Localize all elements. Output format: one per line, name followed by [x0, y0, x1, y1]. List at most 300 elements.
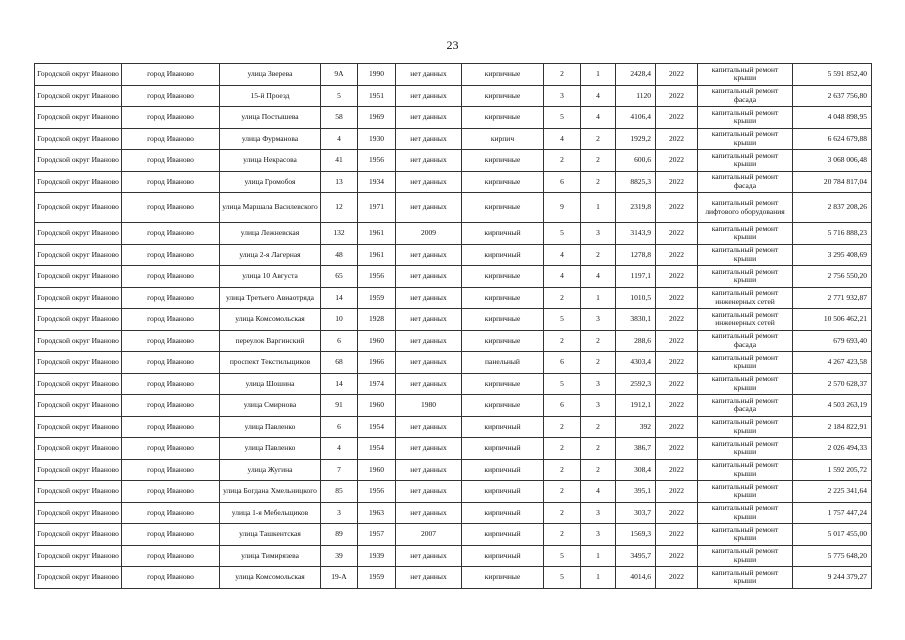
cell-year-renovated: нет данных [396, 193, 462, 223]
cell-wall-material: кирпичные [462, 373, 544, 395]
cell-street: улица Комсомольская [220, 309, 321, 331]
cell-cost: 3 068 006,48 [793, 150, 872, 172]
cell-wall-material: кирпичный [462, 524, 544, 546]
cell-year-renovated: нет данных [396, 107, 462, 129]
cell-street: улица Тимирязева [220, 545, 321, 567]
cell-city: город Иваново [122, 85, 220, 107]
cell-year-renovated: нет данных [396, 438, 462, 460]
cell-floors: 5 [544, 309, 581, 331]
cell-street: 15-й Проезд [220, 85, 321, 107]
cell-city: город Иваново [122, 107, 220, 129]
cell-house: 14 [321, 373, 358, 395]
cell-cost: 2 637 756,80 [793, 85, 872, 107]
cell-entrances: 2 [581, 459, 616, 481]
cell-city: город Иваново [122, 438, 220, 460]
cell-year-renovated: нет данных [396, 352, 462, 374]
cell-wall-material: кирпичные [462, 64, 544, 86]
cell-entrances: 4 [581, 85, 616, 107]
cell-cost: 5 716 888,23 [793, 223, 872, 245]
table-row [35, 524, 872, 546]
cell-area: 2592,3 [616, 373, 656, 395]
cell-area: 395,1 [616, 481, 656, 503]
cell-wall-material: кирпичный [462, 502, 544, 524]
cell-city: город Иваново [122, 416, 220, 438]
cell-district: Городской округ Иваново [35, 64, 122, 86]
cell-floors: 5 [544, 107, 581, 129]
cell-house: 12 [321, 193, 358, 223]
cell-year-built: 1956 [358, 150, 396, 172]
cell-city: город Иваново [122, 128, 220, 150]
cell-year-built: 1990 [358, 64, 396, 86]
cell-repair-year: 2022 [656, 481, 698, 503]
cell-cost: 6 624 679,88 [793, 128, 872, 150]
table-row [35, 64, 872, 86]
cell-wall-material: кирпичные [462, 107, 544, 129]
cell-year-built: 1966 [358, 352, 396, 374]
cell-district: Городской округ Иваново [35, 287, 122, 309]
cell-year-built: 1939 [358, 545, 396, 567]
cell-year-built: 1954 [358, 416, 396, 438]
cell-entrances: 2 [581, 128, 616, 150]
cell-city: город Иваново [122, 171, 220, 193]
table-row [35, 287, 872, 309]
cell-repair-year: 2022 [656, 193, 698, 223]
cell-year-renovated: 2007 [396, 524, 462, 546]
cell-cost: 679 693,40 [793, 330, 872, 352]
cell-work-type: капитальный ремонт фасада [698, 330, 793, 352]
cell-city: город Иваново [122, 309, 220, 331]
cell-house: 6 [321, 416, 358, 438]
cell-floors: 2 [544, 64, 581, 86]
cell-cost: 10 506 462,21 [793, 309, 872, 331]
cell-repair-year: 2022 [656, 567, 698, 589]
table-row [35, 266, 872, 288]
cell-street: улица Ташкентская [220, 524, 321, 546]
cell-work-type: капитальный ремонт фасада [698, 395, 793, 417]
cell-city: город Иваново [122, 193, 220, 223]
table-row [35, 193, 872, 223]
cell-year-built: 1954 [358, 438, 396, 460]
cell-work-type: капитальный ремонт крыши [698, 373, 793, 395]
cell-work-type: капитальный ремонт крыши [698, 502, 793, 524]
cell-year-built: 1951 [358, 85, 396, 107]
cell-district: Городской округ Иваново [35, 481, 122, 503]
table-row [35, 481, 872, 503]
cell-work-type: капитальный ремонт фасада [698, 85, 793, 107]
cell-repair-year: 2022 [656, 416, 698, 438]
cell-area: 2319,8 [616, 193, 656, 223]
table-row [35, 373, 872, 395]
cell-cost: 5 775 648,20 [793, 545, 872, 567]
page-number: 23 [446, 38, 459, 52]
cell-year-renovated: нет данных [396, 64, 462, 86]
cell-area: 303,7 [616, 502, 656, 524]
cell-house: 91 [321, 395, 358, 417]
cell-floors: 2 [544, 459, 581, 481]
cell-house: 39 [321, 545, 358, 567]
cell-entrances: 1 [581, 193, 616, 223]
cell-area: 600,6 [616, 150, 656, 172]
cell-year-renovated: нет данных [396, 567, 462, 589]
cell-floors: 3 [544, 85, 581, 107]
cell-area: 3830,1 [616, 309, 656, 331]
cell-year-renovated: нет данных [396, 150, 462, 172]
cell-street: улица Жугина [220, 459, 321, 481]
cell-street: проспект Текстильщиков [220, 352, 321, 374]
table-row [35, 352, 872, 374]
cell-house: 4 [321, 438, 358, 460]
cell-year-built: 1956 [358, 481, 396, 503]
cell-repair-year: 2022 [656, 266, 698, 288]
cell-repair-year: 2022 [656, 330, 698, 352]
cell-entrances: 4 [581, 107, 616, 129]
cell-street: переулок Варгинский [220, 330, 321, 352]
cell-work-type: капитальный ремонт фасада [698, 171, 793, 193]
cell-district: Городской округ Иваново [35, 330, 122, 352]
cell-wall-material: кирпичные [462, 309, 544, 331]
cell-work-type: капитальный ремонт крыши [698, 416, 793, 438]
cell-wall-material: кирпичные [462, 330, 544, 352]
cell-wall-material: кирпичный [462, 244, 544, 266]
cell-floors: 2 [544, 287, 581, 309]
cell-floors: 2 [544, 438, 581, 460]
cell-repair-year: 2022 [656, 524, 698, 546]
cell-district: Городской округ Иваново [35, 524, 122, 546]
cell-district: Городской округ Иваново [35, 171, 122, 193]
cell-floors: 5 [544, 545, 581, 567]
cell-street: улица Шошина [220, 373, 321, 395]
cell-district: Городской округ Иваново [35, 107, 122, 129]
cell-wall-material: панельный [462, 352, 544, 374]
cell-work-type: капитальный ремонт крыши [698, 567, 793, 589]
cell-area: 1929,2 [616, 128, 656, 150]
cell-entrances: 3 [581, 502, 616, 524]
cell-work-type: капитальный ремонт крыши [698, 107, 793, 129]
cell-cost: 2 771 932,87 [793, 287, 872, 309]
cell-floors: 6 [544, 352, 581, 374]
cell-wall-material: кирпичный [462, 545, 544, 567]
cell-year-built: 1956 [358, 266, 396, 288]
cell-city: город Иваново [122, 64, 220, 86]
cell-street: улица Постышева [220, 107, 321, 129]
cell-year-renovated: нет данных [396, 330, 462, 352]
cell-district: Городской округ Иваново [35, 150, 122, 172]
cell-street: улица Маршала Василевского [220, 193, 321, 223]
table-row [35, 438, 872, 460]
cell-district: Городской округ Иваново [35, 128, 122, 150]
cell-cost: 20 784 817,04 [793, 171, 872, 193]
cell-city: город Иваново [122, 244, 220, 266]
cell-year-renovated: нет данных [396, 481, 462, 503]
cell-city: город Иваново [122, 502, 220, 524]
cell-year-built: 1961 [358, 223, 396, 245]
housing-repair-table [34, 63, 872, 589]
cell-street: улица Комсомольская [220, 567, 321, 589]
cell-district: Городской округ Иваново [35, 266, 122, 288]
cell-floors: 4 [544, 244, 581, 266]
cell-year-renovated: нет данных [396, 85, 462, 107]
cell-work-type: капитальный ремонт крыши [698, 266, 793, 288]
cell-year-built: 1957 [358, 524, 396, 546]
cell-house: 65 [321, 266, 358, 288]
cell-work-type: капитальный ремонт крыши [698, 64, 793, 86]
cell-city: город Иваново [122, 223, 220, 245]
cell-repair-year: 2022 [656, 459, 698, 481]
cell-cost: 1 757 447,24 [793, 502, 872, 524]
cell-area: 392 [616, 416, 656, 438]
cell-cost: 2 026 494,33 [793, 438, 872, 460]
cell-house: 41 [321, 150, 358, 172]
cell-entrances: 3 [581, 309, 616, 331]
cell-house: 10 [321, 309, 358, 331]
table-row [35, 502, 872, 524]
cell-year-built: 1959 [358, 287, 396, 309]
cell-district: Городской округ Иваново [35, 85, 122, 107]
cell-wall-material: кирпичные [462, 395, 544, 417]
cell-repair-year: 2022 [656, 373, 698, 395]
cell-work-type: капитальный ремонт инженерных сетей [698, 309, 793, 331]
cell-street: улица Павленко [220, 438, 321, 460]
cell-cost: 2 184 822,91 [793, 416, 872, 438]
cell-work-type: капитальный ремонт крыши [698, 223, 793, 245]
cell-area: 3495,7 [616, 545, 656, 567]
cell-wall-material: кирпичный [462, 416, 544, 438]
cell-cost: 2 837 208,26 [793, 193, 872, 223]
cell-city: город Иваново [122, 287, 220, 309]
cell-house: 68 [321, 352, 358, 374]
cell-work-type: капитальный ремонт крыши [698, 244, 793, 266]
cell-wall-material: кирпичный [462, 223, 544, 245]
cell-work-type: капитальный ремонт крыши [698, 459, 793, 481]
cell-year-renovated: нет данных [396, 459, 462, 481]
cell-street: улица Некрасова [220, 150, 321, 172]
table-row [35, 128, 872, 150]
cell-area: 1197,1 [616, 266, 656, 288]
table-row [35, 459, 872, 481]
cell-entrances: 1 [581, 567, 616, 589]
cell-year-renovated: нет данных [396, 244, 462, 266]
cell-wall-material: кирпичный [462, 481, 544, 503]
cell-floors: 5 [544, 567, 581, 589]
cell-entrances: 4 [581, 266, 616, 288]
cell-street: улица Фурманова [220, 128, 321, 150]
cell-street: улица 2-я Лагерная [220, 244, 321, 266]
cell-floors: 5 [544, 223, 581, 245]
cell-year-renovated: нет данных [396, 171, 462, 193]
cell-cost: 9 244 379,27 [793, 567, 872, 589]
cell-floors: 4 [544, 128, 581, 150]
cell-house: 7 [321, 459, 358, 481]
cell-house: 89 [321, 524, 358, 546]
cell-area: 1120 [616, 85, 656, 107]
cell-year-built: 1971 [358, 193, 396, 223]
cell-house: 3 [321, 502, 358, 524]
cell-year-built: 1974 [358, 373, 396, 395]
cell-year-built: 1959 [358, 567, 396, 589]
cell-area: 386,7 [616, 438, 656, 460]
cell-street: улица Павленко [220, 416, 321, 438]
table-row [35, 244, 872, 266]
cell-district: Городской округ Иваново [35, 373, 122, 395]
cell-city: город Иваново [122, 481, 220, 503]
cell-district: Городской округ Иваново [35, 545, 122, 567]
cell-work-type: капитальный ремонт крыши [698, 524, 793, 546]
cell-floors: 2 [544, 416, 581, 438]
cell-wall-material: кирпичные [462, 85, 544, 107]
cell-city: город Иваново [122, 395, 220, 417]
cell-area: 4106,4 [616, 107, 656, 129]
cell-work-type: капитальный ремонт крыши [698, 545, 793, 567]
cell-repair-year: 2022 [656, 244, 698, 266]
cell-repair-year: 2022 [656, 502, 698, 524]
cell-cost: 1 592 205,72 [793, 459, 872, 481]
cell-year-built: 1928 [358, 309, 396, 331]
cell-repair-year: 2022 [656, 545, 698, 567]
cell-year-built: 1960 [358, 330, 396, 352]
cell-work-type: капитальный ремонт крыши [698, 438, 793, 460]
cell-entrances: 3 [581, 395, 616, 417]
cell-floors: 6 [544, 171, 581, 193]
cell-house: 19-А [321, 567, 358, 589]
cell-area: 8825,3 [616, 171, 656, 193]
cell-cost: 4 048 898,95 [793, 107, 872, 129]
cell-floors: 2 [544, 502, 581, 524]
cell-repair-year: 2022 [656, 395, 698, 417]
cell-city: город Иваново [122, 266, 220, 288]
cell-area: 4014,6 [616, 567, 656, 589]
cell-year-renovated: нет данных [396, 309, 462, 331]
cell-wall-material: кирпичные [462, 150, 544, 172]
table-row [35, 223, 872, 245]
cell-wall-material: кирпич [462, 128, 544, 150]
table-row [35, 309, 872, 331]
cell-street: улица Смирнова [220, 395, 321, 417]
cell-work-type: капитальный ремонт крыши [698, 150, 793, 172]
cell-floors: 6 [544, 395, 581, 417]
table-row [35, 107, 872, 129]
cell-year-built: 1963 [358, 502, 396, 524]
table-body [35, 64, 872, 589]
cell-city: город Иваново [122, 150, 220, 172]
cell-entrances: 2 [581, 438, 616, 460]
cell-street: улица Лежневская [220, 223, 321, 245]
cell-cost: 4 267 423,58 [793, 352, 872, 374]
cell-year-renovated: нет данных [396, 545, 462, 567]
cell-city: город Иваново [122, 567, 220, 589]
cell-floors: 2 [544, 524, 581, 546]
cell-year-renovated: нет данных [396, 128, 462, 150]
cell-district: Городской округ Иваново [35, 438, 122, 460]
cell-year-built: 1934 [358, 171, 396, 193]
cell-year-renovated: нет данных [396, 416, 462, 438]
cell-entrances: 2 [581, 330, 616, 352]
cell-year-built: 1930 [358, 128, 396, 150]
cell-area: 4303,4 [616, 352, 656, 374]
cell-repair-year: 2022 [656, 438, 698, 460]
table-row [35, 416, 872, 438]
cell-floors: 2 [544, 481, 581, 503]
cell-area: 308,4 [616, 459, 656, 481]
cell-repair-year: 2022 [656, 107, 698, 129]
cell-district: Городской округ Иваново [35, 395, 122, 417]
cell-street: улица 1-я Мебельщиков [220, 502, 321, 524]
cell-wall-material: кирпичные [462, 171, 544, 193]
cell-area: 1278,8 [616, 244, 656, 266]
cell-area: 288,6 [616, 330, 656, 352]
cell-floors: 2 [544, 150, 581, 172]
cell-district: Городской округ Иваново [35, 416, 122, 438]
cell-house: 9А [321, 64, 358, 86]
cell-floors: 9 [544, 193, 581, 223]
table-row [35, 150, 872, 172]
cell-district: Городской округ Иваново [35, 309, 122, 331]
cell-wall-material: кирпичный [462, 459, 544, 481]
cell-year-renovated: нет данных [396, 266, 462, 288]
cell-city: город Иваново [122, 545, 220, 567]
cell-work-type: капитальный ремонт крыши [698, 481, 793, 503]
cell-repair-year: 2022 [656, 128, 698, 150]
cell-wall-material: кирпичные [462, 266, 544, 288]
cell-floors: 5 [544, 373, 581, 395]
cell-house: 6 [321, 330, 358, 352]
cell-entrances: 3 [581, 373, 616, 395]
cell-wall-material: кирпичный [462, 438, 544, 460]
cell-street: улица 10 Августа [220, 266, 321, 288]
cell-year-built: 1960 [358, 459, 396, 481]
cell-district: Городской округ Иваново [35, 223, 122, 245]
cell-work-type: капитальный ремонт инженерных сетей [698, 287, 793, 309]
cell-wall-material: кирпичные [462, 287, 544, 309]
cell-district: Городской округ Иваново [35, 193, 122, 223]
cell-cost: 5 591 852,40 [793, 64, 872, 86]
cell-year-renovated: 2009 [396, 223, 462, 245]
cell-city: город Иваново [122, 524, 220, 546]
cell-year-built: 1969 [358, 107, 396, 129]
cell-city: город Иваново [122, 459, 220, 481]
cell-city: город Иваново [122, 373, 220, 395]
cell-entrances: 3 [581, 524, 616, 546]
cell-cost: 3 295 408,69 [793, 244, 872, 266]
cell-repair-year: 2022 [656, 85, 698, 107]
cell-street: улица Богдана Хмельницкого [220, 481, 321, 503]
cell-city: город Иваново [122, 352, 220, 374]
cell-entrances: 1 [581, 287, 616, 309]
cell-district: Городской округ Иваново [35, 567, 122, 589]
cell-entrances: 2 [581, 352, 616, 374]
cell-work-type: капитальный ремонт крыши [698, 128, 793, 150]
cell-repair-year: 2022 [656, 150, 698, 172]
cell-entrances: 3 [581, 223, 616, 245]
cell-house: 13 [321, 171, 358, 193]
cell-year-built: 1961 [358, 244, 396, 266]
cell-area: 1569,3 [616, 524, 656, 546]
cell-entrances: 2 [581, 150, 616, 172]
cell-cost: 5 017 455,00 [793, 524, 872, 546]
cell-repair-year: 2022 [656, 352, 698, 374]
cell-year-renovated: нет данных [396, 373, 462, 395]
cell-house: 5 [321, 85, 358, 107]
cell-entrances: 2 [581, 416, 616, 438]
table-row [35, 85, 872, 107]
cell-house: 58 [321, 107, 358, 129]
table-row [35, 545, 872, 567]
cell-city: город Иваново [122, 330, 220, 352]
cell-floors: 2 [544, 330, 581, 352]
cell-district: Городской округ Иваново [35, 459, 122, 481]
cell-street: улица Третьего Авиаотряда [220, 287, 321, 309]
cell-district: Городской округ Иваново [35, 502, 122, 524]
cell-area: 3143,9 [616, 223, 656, 245]
